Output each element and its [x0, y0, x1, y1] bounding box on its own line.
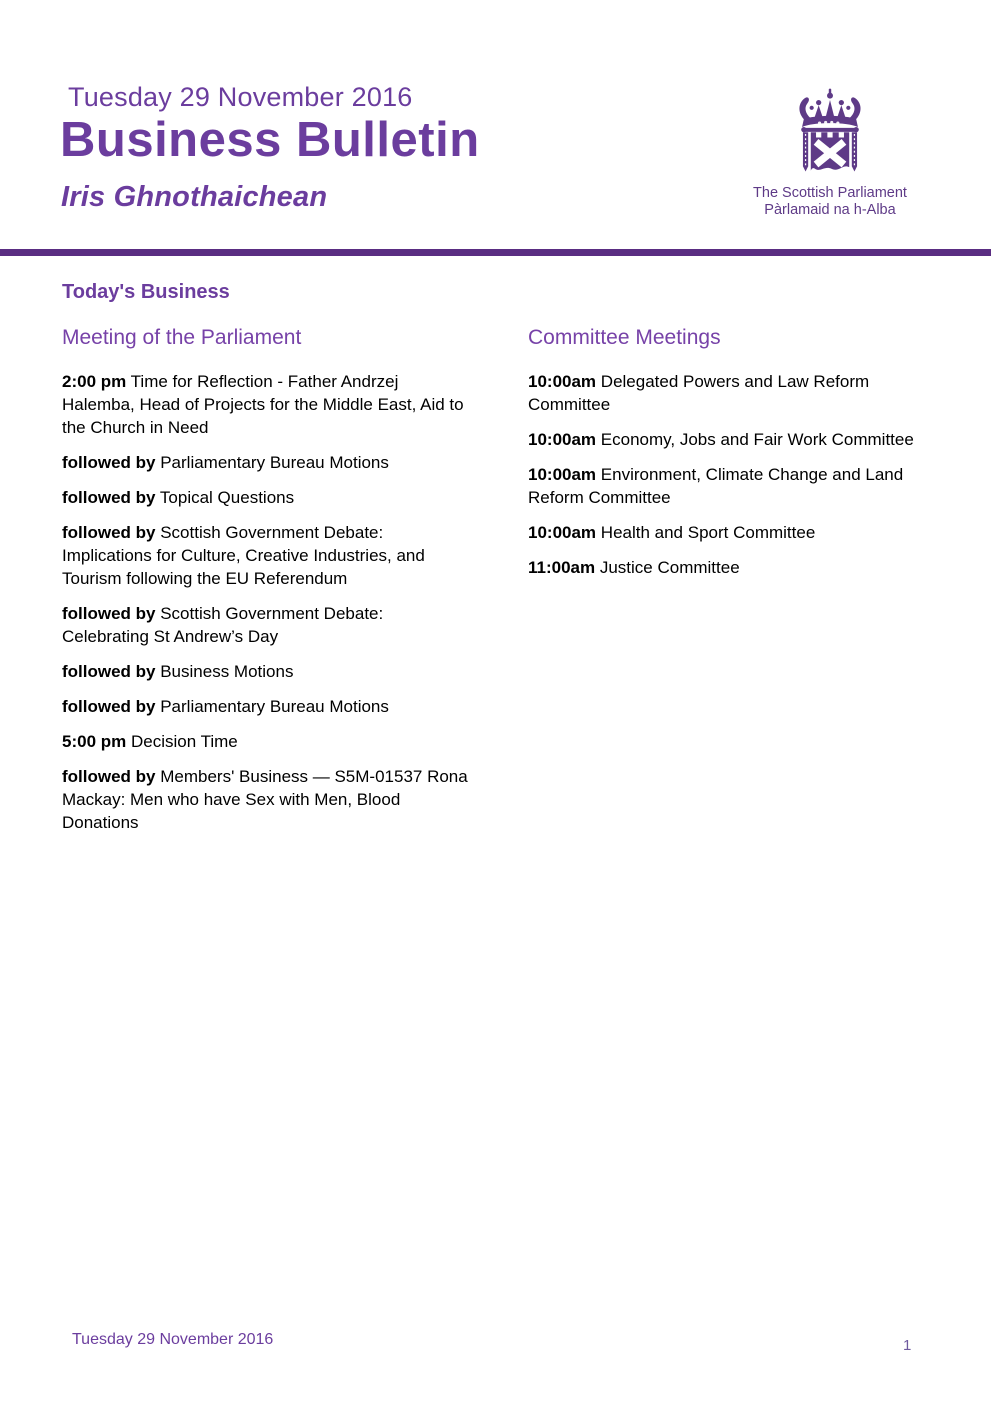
item-text: Decision Time [126, 732, 238, 751]
schedule-item [528, 370, 930, 416]
schedule-item [528, 428, 930, 451]
header-date: Tuesday 29 November 2016 [68, 82, 413, 112]
item-time-prefix: 10:00am [528, 372, 597, 391]
page-number: 1 [903, 1337, 912, 1354]
item-text: Delegated Powers and Law Reform Committee [528, 372, 870, 414]
scottish-parliament-emblem-icon [738, 86, 922, 182]
logo-caption [738, 185, 922, 219]
schedule-item [528, 463, 930, 509]
column-heading-parliament: Meeting of the Parliament [62, 326, 302, 349]
item-time-prefix: followed by [62, 767, 156, 786]
schedule-item [62, 486, 472, 509]
schedule-list-parliament [62, 370, 472, 834]
item-text: Parliamentary Bureau Motions [155, 697, 389, 716]
item-text: Scottish Government Debate: Implications for Culture, Creative Industries, and Tourism following the EU Referendum [62, 523, 425, 588]
schedule-item [62, 660, 472, 683]
page-subtitle: Iris Ghnothaichean [61, 181, 328, 213]
schedule-list-committees [528, 370, 930, 579]
item-time-prefix: followed by [62, 488, 156, 507]
item-text: Scottish Government Debate: Celebrating St Andrew’s Day [62, 604, 384, 646]
schedule-item [62, 602, 472, 648]
item-time-prefix: 11:00am [528, 558, 596, 577]
item-time-prefix: followed by [62, 523, 156, 542]
item-text: Time for Reflection - Father Andrzej Halemba, Head of Projects for the Middle East, Aid to the Church in Need [62, 372, 464, 437]
item-time-prefix: 5:00 pm [62, 732, 127, 751]
item-time-prefix: 2:00 pm [62, 372, 127, 391]
item-text: Business Motions [155, 662, 294, 681]
todays-business-heading: Today's Business [62, 281, 230, 303]
schedule-item [528, 521, 930, 544]
schedule-item [62, 695, 472, 718]
schedule-item [62, 521, 472, 590]
schedule-item [62, 451, 472, 474]
divider-rule [0, 249, 991, 256]
item-time-prefix: 10:00am [528, 465, 597, 484]
item-time-prefix: followed by [62, 697, 156, 716]
column-heading-committees: Committee Meetings [528, 326, 721, 349]
item-text: Environment, Climate Change and Land Reform Committee [528, 465, 904, 507]
item-time-prefix: followed by [62, 453, 156, 472]
item-text: Justice Committee [595, 558, 740, 577]
schedule-item [528, 556, 930, 579]
parliament-logo [738, 86, 922, 219]
item-time-prefix: followed by [62, 662, 156, 681]
item-text: Parliamentary Bureau Motions [155, 453, 389, 472]
page-title: Business Bulletin [60, 113, 480, 167]
logo-caption-line1: The Scottish Parliament [753, 185, 907, 201]
item-time-prefix: followed by [62, 604, 156, 623]
logo-caption-line2: Pàrlamaid na h-Alba [764, 202, 896, 218]
item-time-prefix: 10:00am [528, 430, 597, 449]
schedule-item [62, 730, 472, 753]
footer-date: Tuesday 29 November 2016 [72, 1331, 274, 1348]
item-text: Members' Business — S5M-01537 Rona Mackay: Men who have Sex with Men, Blood Donations [62, 767, 468, 832]
item-text: Economy, Jobs and Fair Work Committee [596, 430, 914, 449]
schedule-item [62, 765, 472, 834]
schedule-item [62, 370, 472, 439]
item-time-prefix: 10:00am [528, 523, 597, 542]
committees-column [528, 326, 930, 591]
parliament-column [62, 326, 472, 846]
item-text: Topical Questions [155, 488, 295, 507]
item-text: Health and Sport Committee [596, 523, 816, 542]
